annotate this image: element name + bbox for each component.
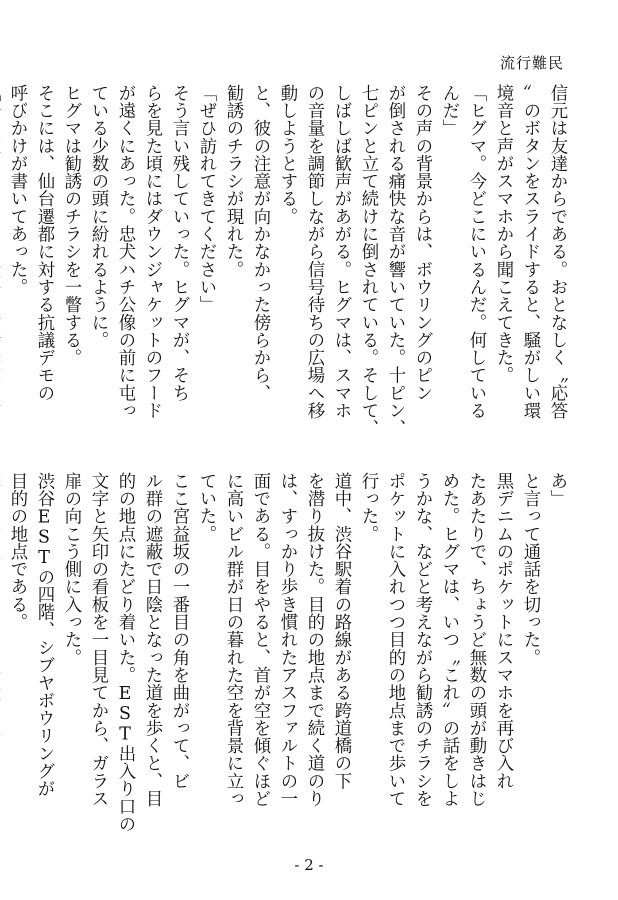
text-line: の音量を調節しながら信号待ちの広場へ移: [304, 84, 324, 420]
text-line: 面である。目をやると、首が空を傾ぐほど: [250, 472, 270, 808]
text-line: うかな、などと考えながら勧誘のチラシを: [412, 472, 432, 808]
text-line: んだ」: [439, 84, 459, 137]
text-line: に高いビル群が日の暮れた空を背景に立っ: [223, 472, 243, 808]
text-line: 渋谷ESTの四階、シブヤボウリングが: [34, 472, 54, 798]
text-line: 動しようとする。: [277, 84, 297, 226]
text-line: ていた。: [196, 472, 216, 543]
text-block-lower: [0, 472, 570, 842]
text-line: そう言い残していった。ヒグマが、そち: [169, 84, 189, 402]
text-line: 呼びかけが書いてあった。: [7, 84, 27, 296]
text-line: しばしば歓声があがる。ヒグマは、スマホ: [331, 84, 351, 420]
text-block-upper: [0, 84, 570, 454]
text-line: ヒグマは勧誘のチラシを一瞥する。: [61, 84, 81, 367]
text-line: ている少数の頭に紛れるように。: [88, 84, 108, 349]
text-line: 黒デニムのポケットにスマホを再び入れ: [493, 472, 513, 790]
text-line: 信元は友達からである。おとなしく〝応答: [547, 84, 567, 420]
text-line: 行った。: [358, 472, 378, 543]
text-line: 的の地点にたどり着いた。EST出入り口の: [115, 472, 135, 833]
text-line: が倒される痛快な音が響いていた。十ピン、: [385, 84, 405, 437]
text-line: そこには、仙台遷都に対する抗議デモの: [34, 84, 54, 402]
text-line: は、すっかり歩き慣れたアスファルトの一: [277, 472, 297, 808]
page-number: - 2 -: [294, 856, 324, 874]
running-title: 流行難民: [499, 54, 564, 72]
text-line: を潜り抜けた。目的の地点まで続く道のり: [304, 472, 324, 808]
text-line: 七ピンと立て続けに倒されている。そして、: [358, 84, 378, 437]
text-line: と言って通話を切った。: [520, 472, 540, 667]
text-line: が遠くにあった。忠犬ハチ公像の前に屯っ: [115, 84, 135, 420]
text-line: 境音と声がスマホから聞こえてきた。: [493, 84, 513, 385]
text-line: 「ぜひ訪れてきてください」: [196, 84, 216, 314]
text-line: 〟のボタンをスライドすると、騒がしい環: [520, 84, 540, 420]
text-line: [0, 472, 3, 842]
text-line: 文字と矢印の看板を一目見てから、ガラス: [88, 472, 108, 808]
text-line: 「ヒグマ。今どこにいるんだ。何している: [466, 84, 486, 420]
text-line: めた。ヒグマは、いつ〝これ〟の話をしよ: [439, 472, 459, 808]
text-line: ここ宮益坂の一番目の角を曲がって、ビ: [169, 472, 189, 790]
text-line: らを見た頃にはダウンジャケットのフード: [142, 84, 162, 420]
text-line: と、彼の注意が向かなかった傍らから、: [250, 84, 270, 402]
text-line: ル群の遮蔽で日陰となった道を歩くと、目: [142, 472, 162, 808]
text-line: ポケットに入れつつ目的の地点まで歩いて: [385, 472, 405, 808]
text-line: その声の背景からは、ボウリングのピン: [412, 84, 432, 402]
text-line: 扉の向こう側に入った。: [61, 472, 81, 667]
text-line: 道中、渋谷駅着の路線がある跨道橋の下: [331, 472, 351, 790]
text-line: 勧誘のチラシが現れた。: [223, 84, 243, 279]
text-line: たあたりで、ちょうど無数の頭が動きはじ: [466, 472, 486, 808]
text-line: あ」: [547, 472, 567, 508]
text-line: 目的の地点である。: [7, 472, 27, 631]
text-line: [0, 84, 3, 454]
